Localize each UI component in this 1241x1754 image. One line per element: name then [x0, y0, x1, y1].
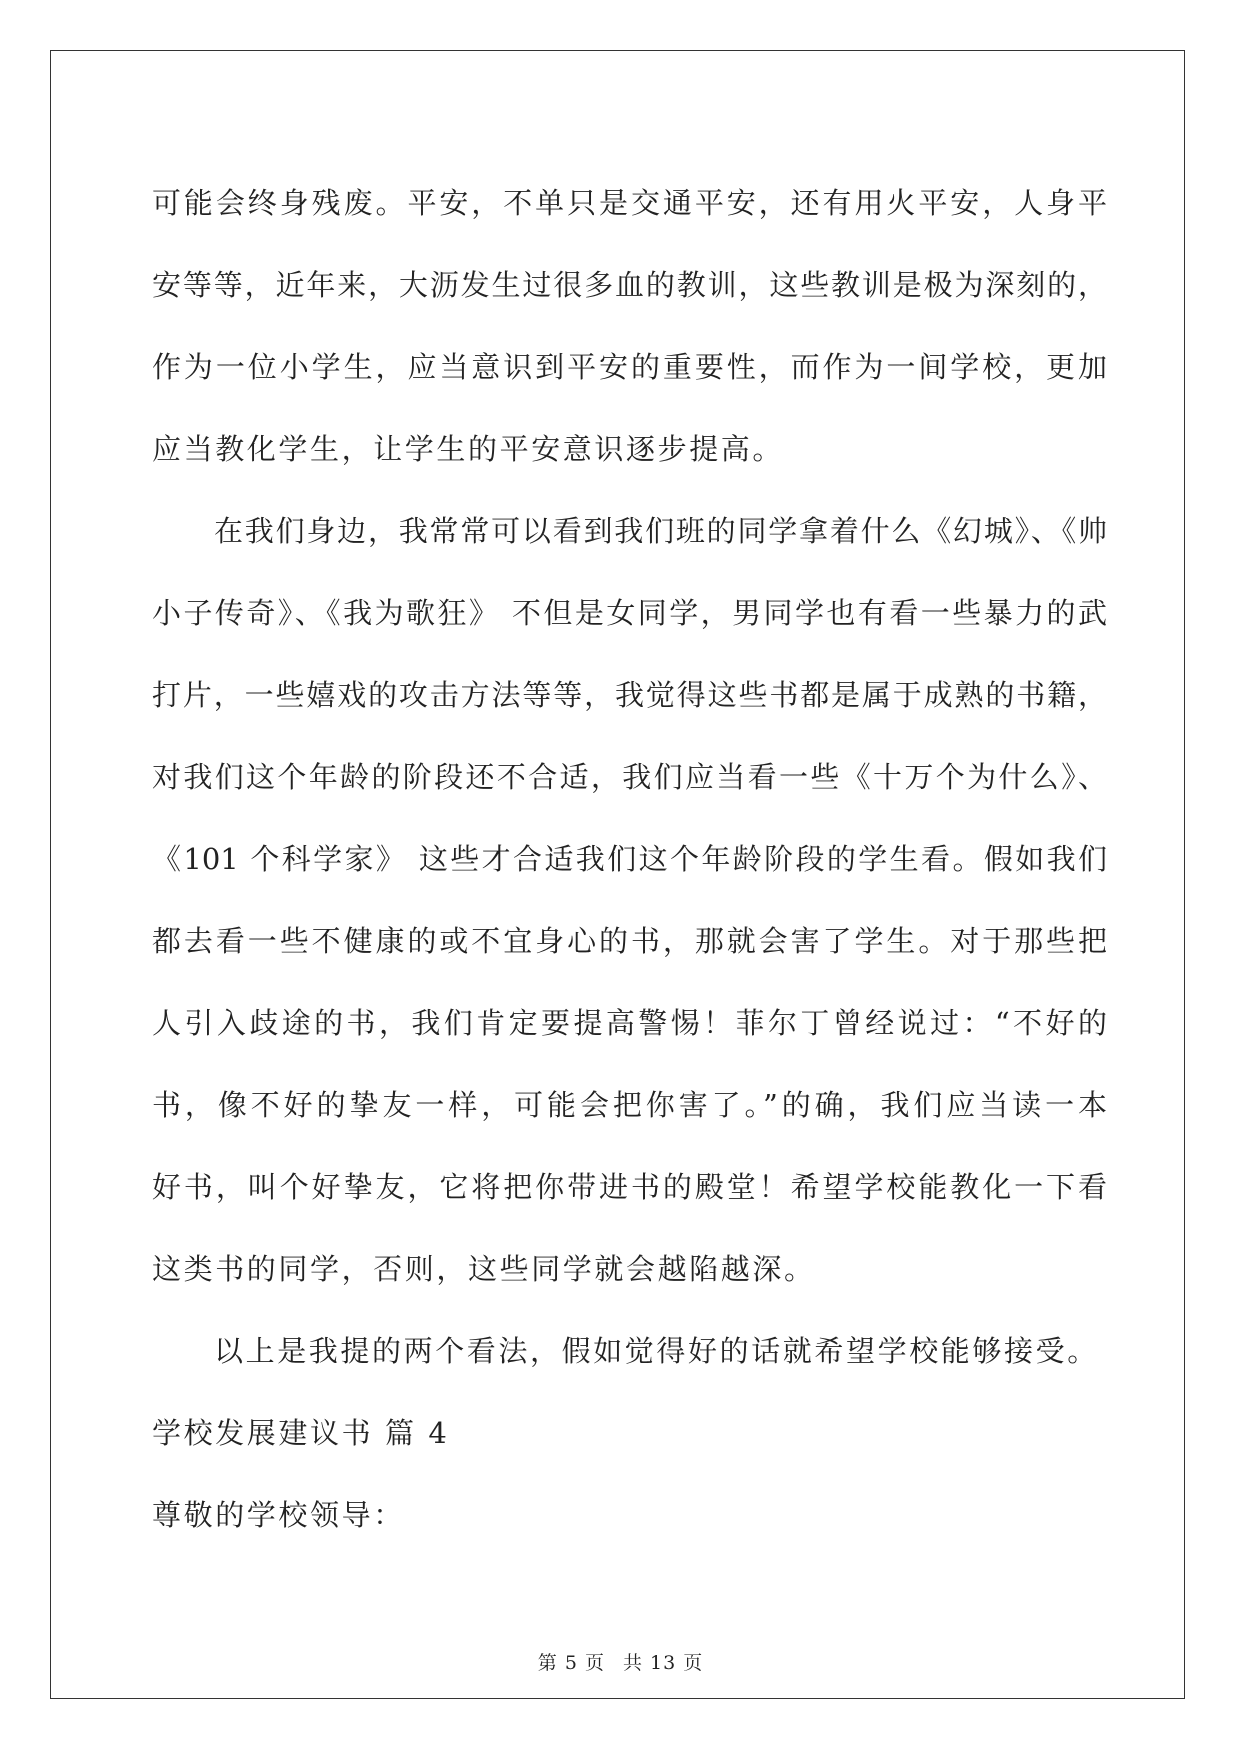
paragraph	[152, 1310, 1107, 1392]
text-line: 书，像不好的挚友一样，可能会把你害了。”的确，我们应当读一本	[152, 1088, 1107, 1122]
text-line: 都去看一些不健康的或不宜身心的书，那就会害了学生。对于那些把	[152, 924, 1107, 958]
document-body	[152, 162, 1107, 1556]
text-line: 打片，一些嬉戏的攻击方法等等，我觉得这些书都是属于成熟的书籍，	[152, 678, 1107, 712]
text-line: 这类书的同学，否则，这些同学就会越陷越深。	[152, 1252, 816, 1286]
text-line: 在我们身边，我常常可以看到我们班的同学拿着什么《幻城》、《帅	[214, 514, 1107, 548]
paragraph	[152, 490, 1107, 1310]
page-footer	[0, 1648, 1241, 1675]
text-line: 安等等，近年来，大沥发生过很多血的教训，这些教训是极为深刻的，	[152, 268, 1107, 302]
text-line: 小子传奇》、《我为歌狂》 不但是女同学，男同学也有看一些暴力的武	[152, 596, 1107, 630]
section-heading	[152, 1392, 1107, 1474]
page-number: 第 5 页	[537, 1652, 605, 1674]
text-line: 以上是我提的两个看法，假如觉得好的话就希望学校能够接受。	[214, 1334, 1099, 1368]
text-line: 好书，叫个好挚友，它将把你带进书的殿堂！希望学校能教化一下看	[152, 1170, 1107, 1204]
text-line: 作为一位小学生，应当意识到平安的重要性，而作为一间学校，更加	[152, 350, 1107, 384]
text-line: 《101 个科学家》 这些才合适我们这个年龄阶段的学生看。假如我们	[152, 842, 1107, 876]
text-line: 对我们这个年龄的阶段还不合适，我们应当看一些《十万个为什么》、	[152, 760, 1107, 794]
salutation	[152, 1474, 1107, 1556]
text-line: 人引入歧途的书，我们肯定要提高警惕！菲尔丁曾经说过：“不好的	[152, 1006, 1107, 1040]
text-line: 可能会终身残废。平安，不单只是交通平安，还有用火平安，人身平	[152, 186, 1107, 220]
paragraph	[152, 162, 1107, 490]
text-line: 学校发展建议书 篇 4	[152, 1416, 450, 1450]
page-total: 共 13 页	[622, 1652, 704, 1674]
text-line: 应当教化学生，让学生的平安意识逐步提高。	[152, 432, 785, 466]
text-line: 尊敬的学校领导：	[152, 1498, 405, 1532]
